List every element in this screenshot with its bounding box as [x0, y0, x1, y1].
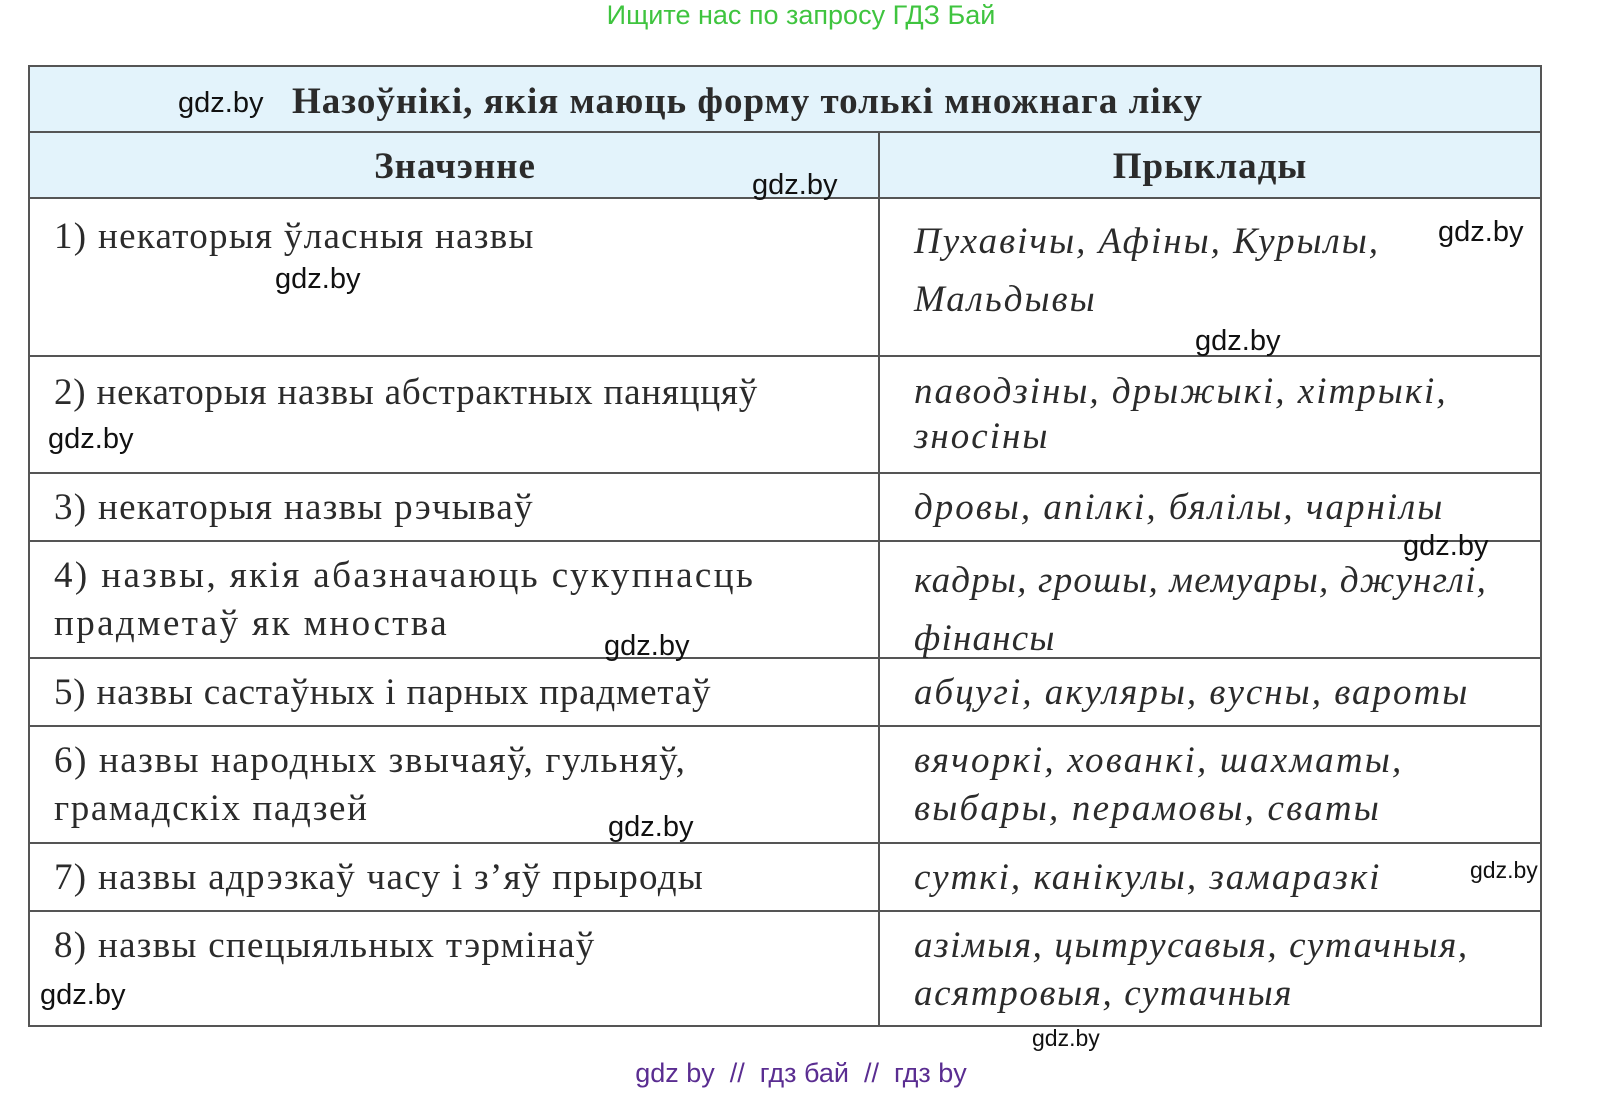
row-meaning: 8) назвы спецыяльных тэрмінаў: [54, 925, 596, 966]
column-header-meaning: Значэнне: [374, 146, 536, 187]
table-row: [30, 199, 1540, 357]
row-meaning: 3) некаторыя назвы рэчываў: [54, 487, 534, 528]
watermark: gdz.by: [275, 263, 361, 295]
row-meaning: 7) назвы адрэзкаў часу і з’яў прыроды: [54, 857, 705, 898]
row-examples: абцугі, акуляры, вусны, вароты: [914, 672, 1470, 713]
table-title: Назоўнікі, якія маюць форму толькі множнага ліку: [292, 81, 1203, 122]
top-banner: Ищите нас по запросу ГДЗ Бай: [606, 0, 996, 30]
table-row: [30, 542, 1540, 662]
column-header-examples: Прыклады: [1112, 146, 1308, 187]
watermark: gdz.by: [604, 630, 690, 662]
watermark: gdz.by: [752, 169, 838, 201]
row-examples: суткі, канікулы, замаразкі: [914, 857, 1382, 898]
row-meaning: 1) некаторыя ўласныя назвы: [54, 216, 535, 257]
watermark: gdz.by: [1195, 325, 1281, 357]
watermark: gdz.by: [1032, 1025, 1100, 1051]
row-meaning: 5) назвы састаўных і парных прадметаў: [54, 672, 712, 713]
row-examples: кадры, грошы, мемуары, джунглі, фінансы: [914, 560, 1488, 659]
watermark: gdz.by: [1438, 216, 1524, 248]
watermark: gdz.by: [40, 979, 126, 1011]
table-row: [30, 844, 1540, 912]
table-row: [30, 912, 1540, 1025]
row-examples: дровы, апілкі, бялілы, чарнілы: [914, 487, 1445, 528]
table-row: [30, 474, 1540, 542]
table-row: [30, 659, 1540, 727]
table-row: [30, 727, 1540, 844]
plural-nouns-table: [28, 65, 1542, 1027]
row-meaning: 6) назвы народных звычаяў, гульняў, грамадскіх падзей: [54, 740, 687, 829]
row-meaning: 4) назвы, якія абазначаюць сукупнасць прадметаў як мноства: [54, 555, 756, 644]
row-examples: паводзіны, дрыжыкі, хітрыкі, зносіны: [914, 371, 1448, 457]
row-examples: вячоркі, хованкі, шахматы, выбары, перамовы, сваты: [914, 740, 1404, 829]
row-examples: азімыя, цытрусавыя, сутачныя, асятровыя, сутачныя: [914, 925, 1469, 1014]
footer-text: gdz by // гдз бай // гдз by: [635, 1058, 967, 1088]
watermark: gdz.by: [1403, 530, 1489, 562]
row-examples: Пухавічы, Афіны, Курылы, Мальдывы: [914, 221, 1381, 320]
row-meaning: 2) некаторыя назвы абстрактных паняццяў: [54, 372, 759, 413]
watermark: gdz.by: [48, 423, 134, 455]
table-row: [30, 357, 1540, 474]
watermark: gdz.by: [608, 811, 694, 843]
watermark: gdz.by: [178, 87, 264, 119]
watermark: gdz.by: [1470, 857, 1538, 883]
